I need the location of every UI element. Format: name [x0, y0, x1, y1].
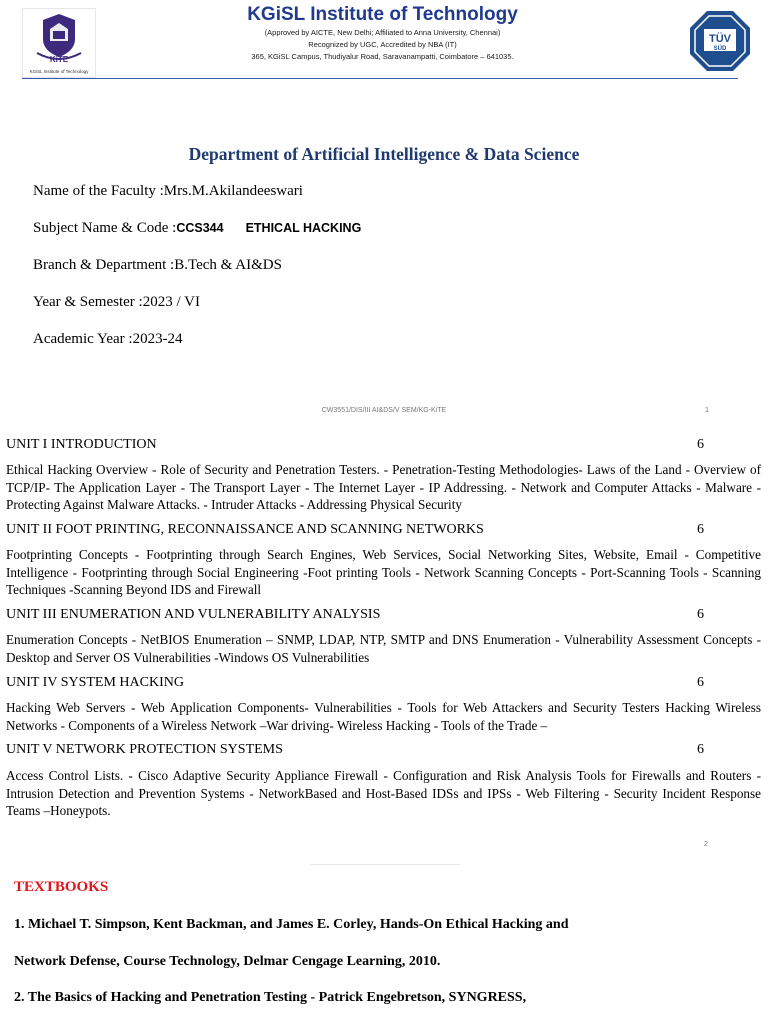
- year-row: [33, 294, 200, 311]
- page-footer-code: CW3551/DIS/III AI&DS/V SEM/KG-KiTE: [321, 407, 447, 414]
- header-divider: [22, 78, 738, 79]
- page-number: 1: [705, 407, 709, 414]
- branch-row: [33, 257, 282, 274]
- academic-year-label: Academic Year :: [33, 331, 133, 347]
- svg-text:KiTE: KiTE: [49, 55, 69, 64]
- institute-accreditation: Recognized by UGC, Accredited by NBA (IT): [308, 40, 457, 49]
- academic-year-row: [33, 331, 183, 348]
- textbooks-heading: TEXTBOOKS: [14, 879, 109, 895]
- unit-description: Enumeration Concepts - NetBIOS Enumeration – SNMP, LDAP, NTP, SMTP and DNS Enumeration - Vulnerability Assessment Concepts - Desktop and Server OS Vulnerabilities -Windows OS Vulnerabilities: [6, 632, 761, 665]
- textbook-entry: 2. The Basics of Hacking and Penetration Testing - Patrick Engebretson, SYNGRESS,: [14, 990, 527, 1005]
- document-header: [0, 0, 768, 82]
- unit-title: UNIT IV SYSTEM HACKING: [6, 675, 184, 690]
- unit-description: Hacking Web Servers - Web Application Components- Vulnerabilities - Tools for Web Attackers and Security Testers Hacking Wireless Networks - Components of a Wireless Network –War driving- Wireless Hacking - Tools of the Trade –: [6, 700, 761, 733]
- unit-title: UNIT I INTRODUCTION: [6, 437, 157, 452]
- institute-address: 365, KGiSL Campus, Thudiyalur Road, Saravanampatti, Coimbatore – 641035.: [251, 52, 514, 61]
- subject-label: Subject Name & Code :: [33, 220, 177, 236]
- unit-title: UNIT V NETWORK PROTECTION SYSTEMS: [6, 742, 283, 757]
- textbook-entry: Network Defense, Course Technology, Delmar Cengage Learning, 2010.: [14, 954, 441, 969]
- unit-hours: 6: [697, 522, 704, 537]
- branch-label: Branch & Department :: [33, 257, 175, 273]
- unit-hours: 6: [697, 607, 704, 622]
- svg-text:TÜV: TÜV: [709, 33, 731, 45]
- year-value: 2023 / VI: [142, 294, 200, 310]
- year-label: Year & Semester :: [33, 294, 143, 310]
- unit-title: UNIT II FOOT PRINTING, RECONNAISSANCE AND SCANNING NETWORKS: [6, 522, 484, 537]
- faculty-label: Name of the Faculty :: [33, 183, 164, 199]
- unit-hours: 6: [697, 742, 704, 757]
- unit-hours: 6: [697, 437, 704, 452]
- textbook-entry: 1. Michael T. Simpson, Kent Backman, and James E. Corley, Hands-On Ethical Hacking and: [14, 917, 569, 932]
- page-number: 2: [704, 841, 708, 848]
- faculty-value: Mrs.M.Akilandeeswari: [163, 183, 303, 199]
- unit-description: Footprinting Concepts - Footprinting through Search Engines, Web Services, Social Networking Sites, Website, Email - Competitive Intelligence - Footprinting through Social Engineering -Foot printing Tools - Network Scanning Concepts - Port-Scanning Tools - Scanning Techniques -Scanning Beyond IDS and Firewall: [6, 547, 761, 597]
- unit-description: Access Control Lists. - Cisco Adaptive Security Appliance Firewall - Configuration and Risk Analysis Tools for Firewalls and Routers - Intrusion Detection and Prevention Systems - NetworkBased and Host-Based IDSs and IPSs - Web Filtering - Security Incident Response Teams –Honeypots.: [6, 768, 761, 818]
- subject-code: CCS344: [176, 221, 224, 235]
- branch-value: B.Tech & AI&DS: [174, 257, 282, 273]
- academic-year-value: 2023-24: [132, 331, 183, 347]
- tuv-logo: [688, 9, 752, 73]
- institute-approval: (Approved by AICTE, New Delhi; Affiliated to Anna University, Chennai): [264, 28, 501, 37]
- institute-name: KGiSL Institute of Technology: [247, 4, 518, 25]
- subject-name: ETHICAL HACKING: [245, 221, 362, 235]
- department-title: Department of Artificial Intelligence & Data Science: [188, 144, 580, 164]
- unit-hours: 6: [697, 675, 704, 690]
- svg-text:SÜD: SÜD: [713, 46, 727, 52]
- svg-text:KGiSL Institute of Technology: KGiSL Institute of Technology: [29, 69, 89, 74]
- faculty-row: [33, 183, 303, 200]
- kite-logo: [22, 8, 96, 78]
- unit-title: UNIT III ENUMERATION AND VULNERABILITY ANALYSIS: [6, 607, 381, 622]
- subject-row: [33, 220, 361, 237]
- unit-description: Ethical Hacking Overview - Role of Security and Penetration Testers. - Penetration-Testing Methodologies- Laws of the Land - Overview of TCP/IP- The Application Layer - The Transport Layer - The Internet Layer - IP Addressing. - Network and Computer Attacks - Malware - Protecting Against Malware Attacks. - Intruder Attacks - Addressing Physical Security: [6, 462, 761, 512]
- page-divider: [310, 864, 460, 865]
